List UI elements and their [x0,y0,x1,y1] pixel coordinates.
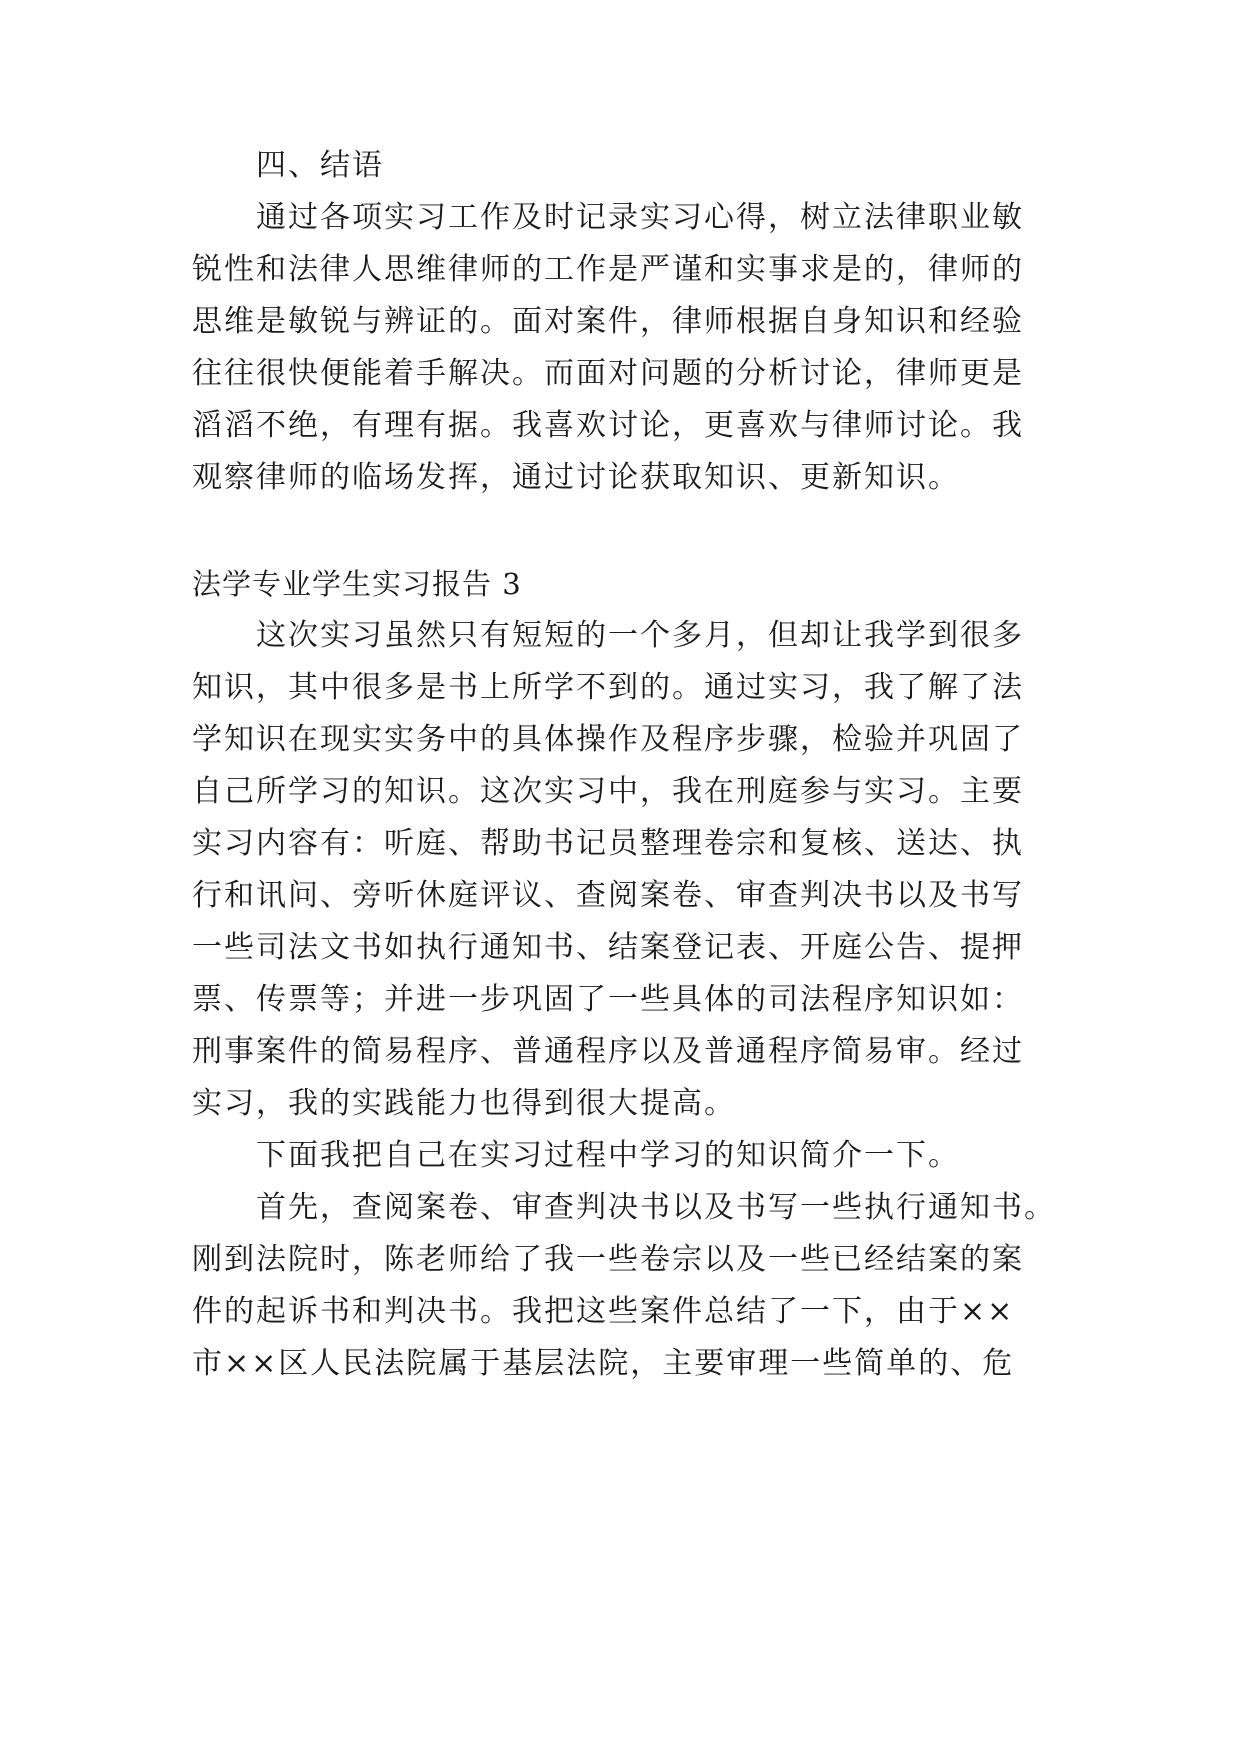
paragraph-line: 往往很快便能着手解决。而面对问题的分析讨论，律师更是 [192,356,1024,391]
paragraph-line: 这次实习虽然只有短短的一个多月，但却让我学到很多 [256,618,1024,653]
paragraph-line: 锐性和法律人思维律师的工作是严谨和实事求是的，律师的 [192,252,1024,287]
paragraph-line: 首先，查阅案卷、审查判决书以及书写一些执行通知书。 [256,1190,1056,1225]
paragraph-line: 通过各项实习工作及时记录实习心得，树立法律职业敏 [256,200,1024,235]
paragraph-line: 自己所学习的知识。这次实习中，我在刑庭参与实习。主要 [192,774,1024,809]
paragraph-line: 刑事案件的简易程序、普通程序以及普通程序简易审。经过 [192,1034,1024,1069]
paragraph-line: 实习，我的实践能力也得到很大提高。 [192,1086,736,1121]
paragraph-line: 观察律师的临场发挥，通过讨论获取知识、更新知识。 [192,460,960,495]
paragraph-line: 市××区人民法院属于基层法院，主要审理一些简单的、危 [192,1346,1015,1381]
paragraph-line: 知识，其中很多是书上所学不到的。通过实习，我了解了法 [192,670,1024,705]
paragraph-line: 思维是敏锐与辨证的。面对案件，律师根据自身知识和经验 [192,304,1024,339]
paragraph-line: 票、传票等；并进一步巩固了一些具体的司法程序知识如： [192,982,1024,1017]
paragraph-line: 行和讯问、旁听休庭评议、查阅案卷、审查判决书以及书写 [192,878,1024,913]
paragraph-line: 件的起诉书和判决书。我把这些案件总结了一下，由于×× [192,1294,1015,1329]
paragraph-line: 刚到法院时，陈老师给了我一些卷宗以及一些已经结案的案 [192,1242,1024,1277]
paragraph-line: 一些司法文书如执行通知书、结案登记表、开庭公告、提押 [192,930,1024,965]
paragraph-line: 实习内容有：听庭、帮助书记员整理卷宗和复核、送达、执 [192,826,1024,861]
paragraph-line: 学知识在现实实务中的具体操作及程序步骤，检验并巩固了 [192,722,1024,757]
paragraph-line: 滔滔不绝，有理有据。我喜欢讨论，更喜欢与律师讨论。我 [192,408,1024,443]
report-title: 法学专业学生实习报告 3 [192,567,522,601]
paragraph-line: 下面我把自己在实习过程中学习的知识简介一下。 [256,1138,960,1173]
section-heading: 四、结语 [256,148,384,183]
